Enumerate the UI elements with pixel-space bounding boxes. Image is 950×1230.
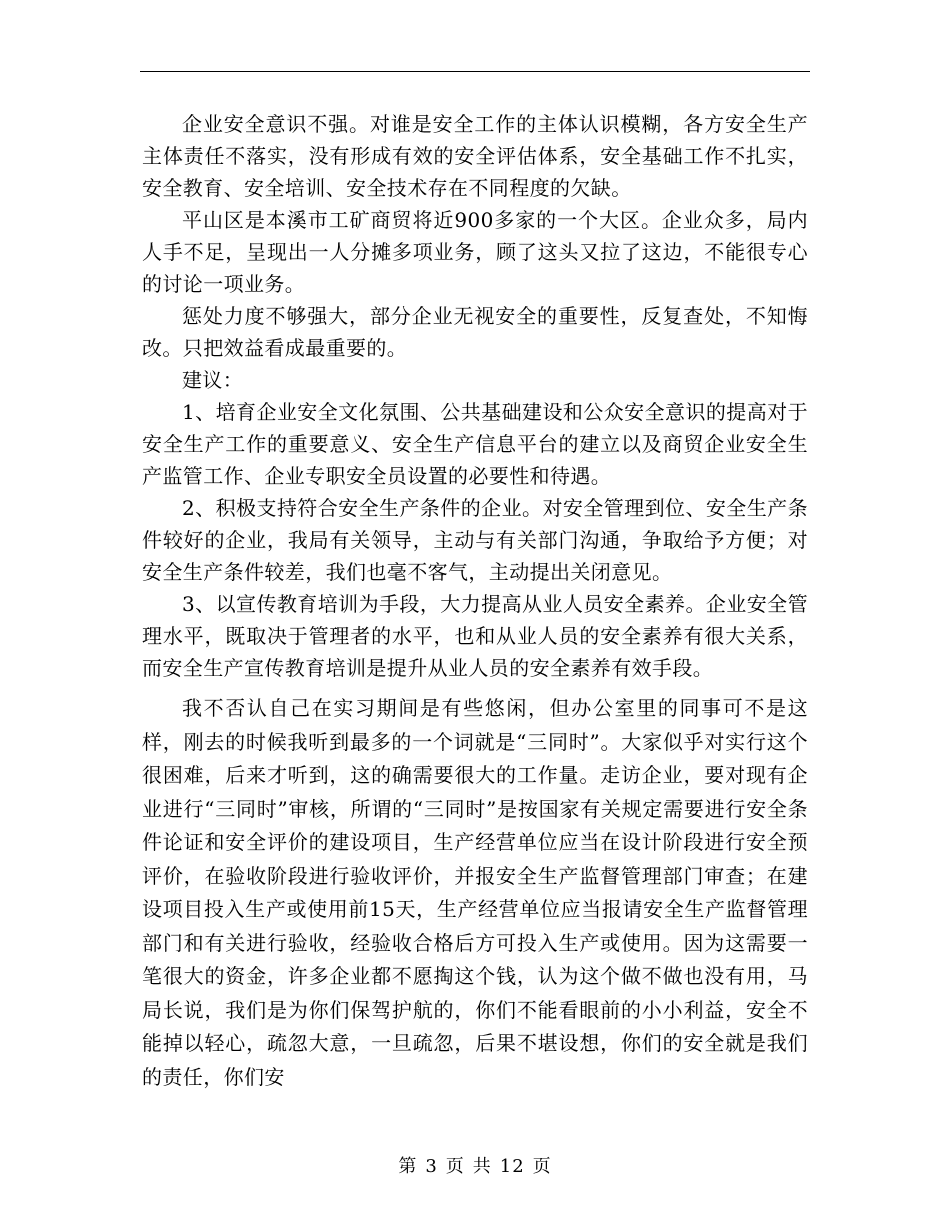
footer-total-pages: 12 bbox=[499, 1156, 525, 1177]
paragraph-suggestion-3: 3、以宣传教育培训为手段，大力提高从业人员安全素养。企业安全管理水平，既取决于管理者的水平，也和从业人员的安全素养有很大关系，而安全生产宣传教育培训是提升从业人员的安全素养有效手段。 bbox=[142, 592, 808, 680]
header-rule bbox=[140, 71, 810, 72]
paragraph-pingshan-district: 平山区是本溪市工矿商贸将近900多家的一个大区。企业众多，局内人手不足，呈现出一人分摊多项业务，顾了这头又拉了这边，不能很专心的讨论一项业务。 bbox=[142, 208, 808, 296]
paragraph-suggestion-2: 2、积极支持符合安全生产条件的企业。对安全管理到位、安全生产条件较好的企业，我局有关领导，主动与有关部门沟通，争取给予方便；对安全生产条件较差，我们也毫不客气，主动提出关闭意见。 bbox=[142, 496, 808, 584]
footer-di: 第 bbox=[398, 1156, 418, 1177]
paragraph-punishment: 惩处力度不够强大，部分企业无视安全的重要性，反复查处，不知悔改。只把效益看成最重要的。 bbox=[142, 304, 808, 360]
paragraph-suggestions-heading: 建议： bbox=[182, 368, 244, 392]
footer-ye: 页 bbox=[445, 1156, 465, 1177]
footer-ye-end: 页 bbox=[532, 1156, 552, 1177]
paragraph-internship-three-simultaneous: 我不否认自己在实习期间是有些悠闲，但办公室里的同事可不是这样，刚去的时候我听到最多的一个词就是“三同时”。大家似乎对实行这个很困难，后来才听到，这的确需要很大的工作量。走访企业，要对现有企业进行“三同时”审核，所谓的“三同时”是按国家有关规定需要进行安全条件论证和安全评价的建设项目，生产经营单位应当在设计阶段进行安全预评价，在验收阶段进行验收评价，并报安全生产监督管理部门审查；在建设项目投入生产或使用前15天，生产经营单位应当报请安全生产监督管理部门和有关进行验收，经验收合格后方可投入生产或使用。因为这需要一笔很大的资金，许多企业都不愿掏这个钱，认为这个做不做也没有用，马局长说，我们是为你们保驾护航的，你们不能看眼前的小小利益，安全不能掉以轻心，疏忽大意，一旦疏忽，后果不堪设想，你们的安全就是我们的责任，你们安 bbox=[142, 696, 808, 1089]
document-body bbox=[142, 108, 808, 1094]
page-footer bbox=[0, 1152, 950, 1178]
footer-page-number: 3 bbox=[425, 1156, 438, 1177]
footer-gong: 共 bbox=[472, 1156, 492, 1177]
paragraph-suggestion-1: 1、培育企业安全文化氛围、公共基础建设和公众安全意识的提高对于安全生产工作的重要意义、安全生产信息平台的建立以及商贸企业安全生产监管工作、企业专职安全员设置的必要性和待遇。 bbox=[142, 400, 808, 488]
paragraph-safety-awareness: 企业安全意识不强。对谁是安全工作的主体认识模糊，各方安全生产主体责任不落实，没有形成有效的安全评估体系，安全基础工作不扎实，安全教育、安全培训、安全技术存在不同程度的欠缺。 bbox=[142, 112, 808, 200]
